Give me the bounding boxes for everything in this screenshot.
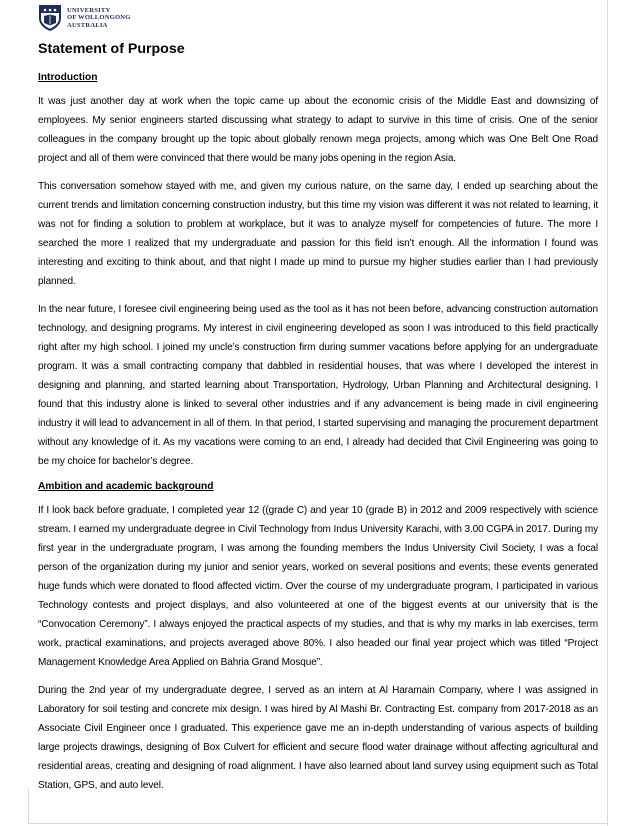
university-name: [67, 7, 131, 30]
paragraph: If I look back before graduate, I completed year 12 ((grade C) and year 10 (grade B) in 2012 and 2009 respectively with science stream. I earned my undergraduate degree in Civil Technology from Indus University Karachi, with 3.00 CGPA in 2017. During my first year in the undergraduate program, I was among the founding members the Indus University Civil Society, I was a focal person of the organization during my junior and senior years, worked on several positions and events; these events generated huge funds which were donated to flood affected victim. Over the course of my undergraduate program, I participated in various Technology contests and project displays, and also volunteered at one of the biggest events at our university that is the “Convocation Ceremony”. I always enjoyed the practical aspects of my studies, and that is why my marks in lab exercises, term work, practical examinations, and projects averaged above 80%. I also headed our final year project which was titled “Project Management Knowledge Area Applied on Bahria Grand Mosque”.: [38, 505, 598, 668]
paragraph: It was just another day at work when the topic came up about the economic crisis of the Middle East and downsizing of employees. My senior engineers started discussing what strategy to adapt to survive in this time of crisis. One of the senior colleagues in the company brought up the topic about globally renown mega projects, among which was One Belt One Road project and all of them were convinced that there would be many jobs opening in the region Asia.: [38, 96, 598, 164]
page-title: Statement of Purpose: [38, 41, 185, 57]
section-heading-introduction: Introduction: [38, 72, 98, 83]
paragraph: During the 2nd year of my undergraduate degree, I served as an intern at Al Haramain Company, where I was assigned in Laboratory for soil testing and concrete mix design. I was hired by Al Mashi Br. Contracting Est. company from 2017-2018 as an Associate Civil Engineer once I graduated. This experience gave me an in-depth understanding of various aspects of building large projects drawings, designing of Box Culvert for efficient and secure flood water drainage without affecting agricultural and residential areas, creating and designing of road alignment. I have also learned about land survey using equipment such as Total Station, GPS, and auto level.: [38, 685, 598, 791]
page-edge-right: [607, 0, 608, 826]
page-edge-left: [28, 788, 29, 824]
page-edge-bottom: [28, 823, 608, 824]
paragraph: This conversation somehow stayed with me, and given my curious nature, on the same day, I ended up searching about the current trends and limitation concerning construction industry, but this time my vision was different it was not related to learning, it was not for finding a solution to problem at workplace, but it was to analyze myself for competencies of future. The more I searched the more I realized that my undergraduate and passion for this field isn’t enough. All the information I found was interesting and exciting to think about, and that night I made up mind to pursue my higher studies earlier than I had previously planned.: [38, 181, 598, 287]
university-logo: [38, 4, 131, 32]
paragraph: In the near future, I foresee civil engineering being used as the tool as it has not been before, advancing construction automation technology, and designing programs. My interest in civil engineering developed as soon I was introduced to this field practically right after my high school. I joined my uncle’s construction firm during summer vacations before applying for an undergraduate program. It was a small contracting company that dabbled in residential houses, that was where I developed the interest in designing and planning, and started learning about Transportation, Hydrology, Urban Planning and Architectural designing. I found that this industry alone is linked to several other industries and if any advancement is being made in civil engineering industry it will lead to advancement in all of them. In that period, I started supervising and managing the procurement department without any knowledge of it. As my vacations were coming to an end, I already had decided that Civil Engineering was going to be my choice for bachelor’s degree.: [38, 304, 598, 467]
section-heading-ambition: Ambition and academic background: [38, 481, 214, 492]
logo-line-2: OF WOLLONGONG: [67, 14, 131, 22]
document-body: [38, 40, 598, 804]
university-crest-icon: [38, 4, 62, 32]
logo-line-3: AUSTRALIA: [67, 21, 108, 29]
logo-line-1: UNIVERSITY: [67, 6, 111, 14]
